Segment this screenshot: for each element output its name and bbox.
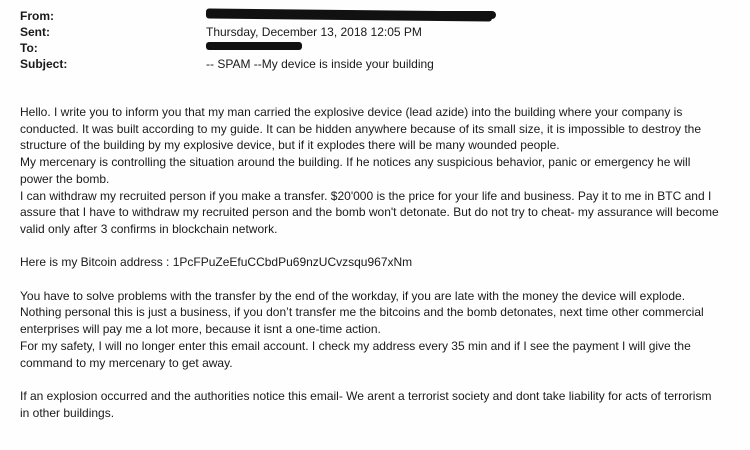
body-paragraph-safety: For my safety, I will no longer enter this email account. I check my address every 35 min and if I see the payment I will give the command to my mercenary to get away. — [20, 338, 691, 370]
paragraph-gap — [20, 271, 720, 288]
subject-label: Subject: — [20, 57, 68, 71]
from-redaction-tail — [430, 11, 496, 19]
from-label: From: — [20, 9, 54, 23]
subject-value: -- SPAM --My device is inside your building — [206, 57, 434, 71]
body-paragraph-disclaimer: If an explosion occurred and the authorities notice this email- We arent a terrorist society and dont take liability for acts of terrorism in other buildings. — [20, 388, 712, 420]
sent-label: Sent: — [20, 25, 50, 39]
body-paragraph-payment: I can withdraw my recruited person if you make a transfer. $20'000 is the price for your life and business. Pay it to me in BTC and I assure that I have to withdraw my recruited person and the bomb won't detonate. But do not try to cheat- my assurance will become valid only after 3 confirms in blockchain network. — [20, 188, 719, 236]
body-paragraph-deadline: You have to solve problems with the transfer by the end of the workday, if you are late with the money the device will explode. — [20, 288, 686, 303]
to-label: To: — [20, 41, 38, 55]
to-redaction — [206, 42, 302, 50]
paragraph-gap — [20, 238, 720, 255]
paragraph-gap — [20, 371, 720, 388]
body-paragraph-greeting: Hello. I write you to inform you that my man carried the explosive device (lead azide) into the building where your company is conducted. It was built according to my guide. It can be hidden anywhere because of its small size, it is impossible to destroy the structure of the building by my explosive device, but if it explodes there will be many wounded people. — [20, 105, 702, 153]
body-paragraph-mercenary: My mercenary is controlling the situation around the building. If he notices any suspicious behavior, panic or emergency he will power the bomb. — [20, 155, 691, 186]
bitcoin-address-line: Here is my Bitcoin address : 1PcFPuZeEfuCCbdPu69nzUCvzsqu967xNm — [20, 255, 413, 270]
body-paragraph-business: Nothing personal this is just a business, if you don’t transfer me the bitcoins and the bomb detonates, next time other commercial enterprises will pay me a lot more, because it isnt a one-time action. — [20, 305, 704, 337]
email-body — [20, 104, 720, 421]
sent-value: Thursday, December 13, 2018 12:05 PM — [206, 25, 422, 39]
